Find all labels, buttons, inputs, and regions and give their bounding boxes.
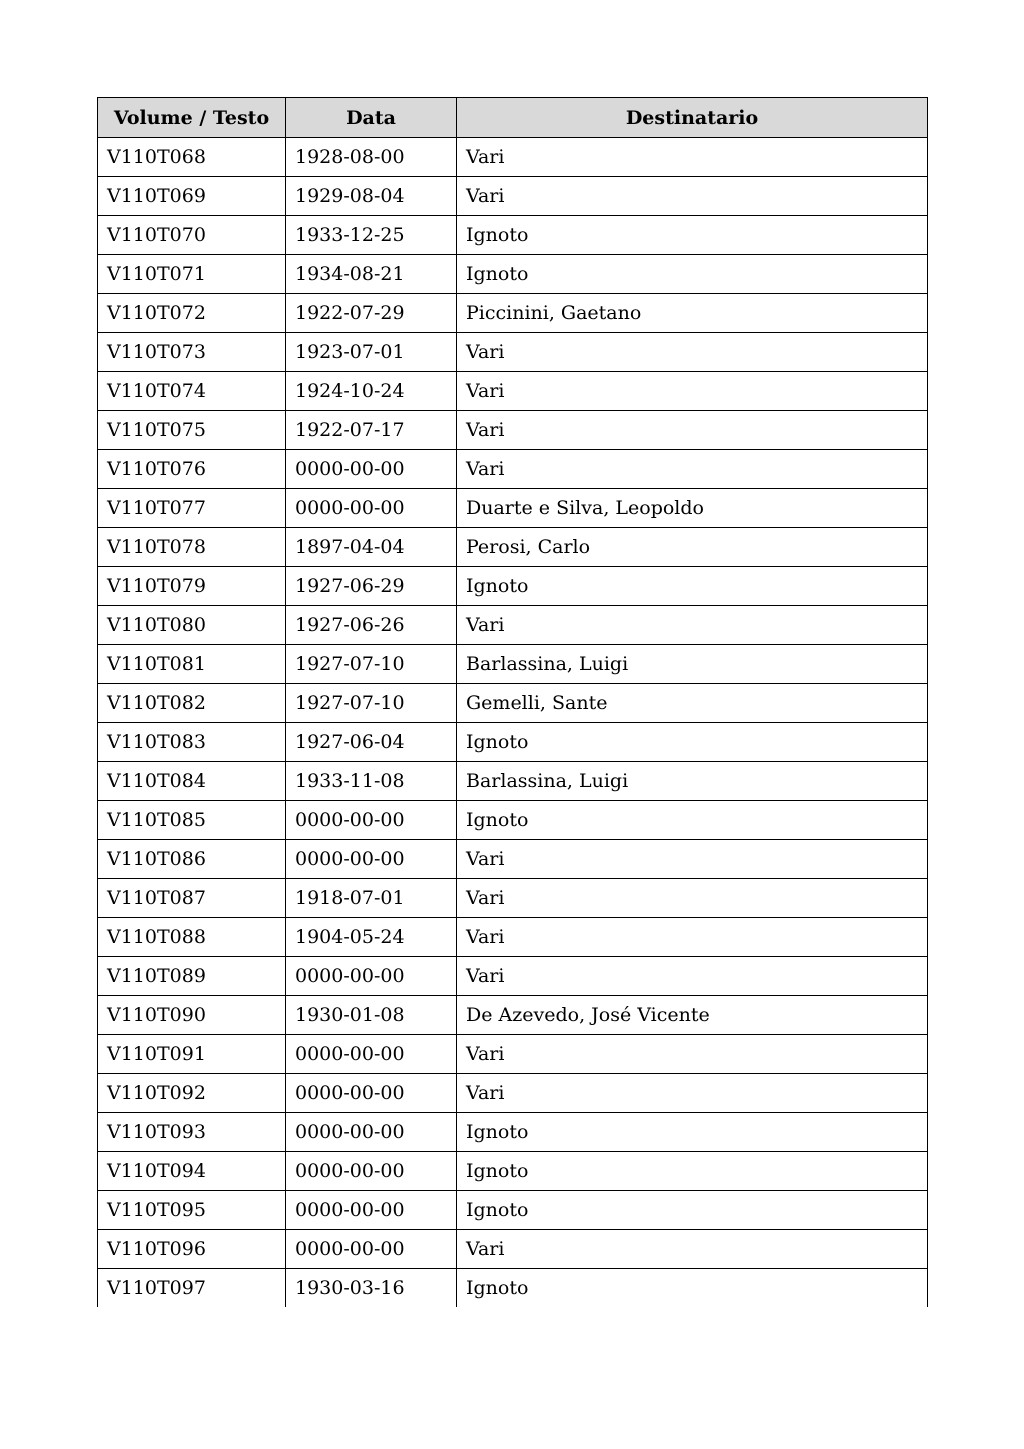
cell-data: 1930-01-08 — [286, 996, 457, 1035]
cell-destinatario: Barlassina, Luigi — [457, 762, 928, 801]
cell-destinatario: Gemelli, Sante — [457, 684, 928, 723]
table-row — [98, 372, 928, 411]
table-row — [98, 840, 928, 879]
table-row — [98, 177, 928, 216]
cell-volume-testo: V110T080 — [98, 606, 286, 645]
cell-volume-testo: V110T094 — [98, 1152, 286, 1191]
cell-destinatario: Vari — [457, 1035, 928, 1074]
cell-volume-testo: V110T072 — [98, 294, 286, 333]
table-row — [98, 762, 928, 801]
cell-data: 1927-07-10 — [286, 684, 457, 723]
cell-data: 0000-00-00 — [286, 1074, 457, 1113]
cell-destinatario: Vari — [457, 1230, 928, 1269]
header-data: Data — [286, 98, 457, 138]
table-row — [98, 450, 928, 489]
cell-volume-testo: V110T081 — [98, 645, 286, 684]
cell-data: 1904-05-24 — [286, 918, 457, 957]
cell-volume-testo: V110T083 — [98, 723, 286, 762]
cell-destinatario: Vari — [457, 177, 928, 216]
cell-destinatario: Vari — [457, 957, 928, 996]
cell-volume-testo: V110T073 — [98, 333, 286, 372]
cell-volume-testo: V110T090 — [98, 996, 286, 1035]
cell-data: 0000-00-00 — [286, 840, 457, 879]
cell-volume-testo: V110T086 — [98, 840, 286, 879]
table-row — [98, 684, 928, 723]
cell-destinatario: Ignoto — [457, 801, 928, 840]
cell-volume-testo: V110T075 — [98, 411, 286, 450]
cell-destinatario: Vari — [457, 450, 928, 489]
table-row — [98, 528, 928, 567]
cell-volume-testo: V110T078 — [98, 528, 286, 567]
table-row — [98, 489, 928, 528]
cell-volume-testo: V110T069 — [98, 177, 286, 216]
records-table — [97, 97, 928, 1307]
header-destinatario: Destinatario — [457, 98, 928, 138]
cell-data: 1927-07-10 — [286, 645, 457, 684]
table-row — [98, 138, 928, 177]
cell-destinatario: Vari — [457, 372, 928, 411]
cell-data: 1933-11-08 — [286, 762, 457, 801]
table-row — [98, 1191, 928, 1230]
table-row — [98, 1269, 928, 1308]
cell-data: 0000-00-00 — [286, 1113, 457, 1152]
table-row — [98, 1152, 928, 1191]
cell-volume-testo: V110T091 — [98, 1035, 286, 1074]
cell-volume-testo: V110T079 — [98, 567, 286, 606]
cell-data: 1934-08-21 — [286, 255, 457, 294]
cell-destinatario: Perosi, Carlo — [457, 528, 928, 567]
cell-data: 0000-00-00 — [286, 957, 457, 996]
cell-volume-testo: V110T071 — [98, 255, 286, 294]
cell-volume-testo: V110T093 — [98, 1113, 286, 1152]
cell-volume-testo: V110T096 — [98, 1230, 286, 1269]
cell-destinatario: Ignoto — [457, 1191, 928, 1230]
cell-data: 1922-07-29 — [286, 294, 457, 333]
cell-destinatario: Piccinini, Gaetano — [457, 294, 928, 333]
header-volume-testo: Volume / Testo — [98, 98, 286, 138]
table-row — [98, 333, 928, 372]
table-row — [98, 996, 928, 1035]
cell-data: 1927-06-29 — [286, 567, 457, 606]
cell-volume-testo: V110T088 — [98, 918, 286, 957]
table-row — [98, 216, 928, 255]
cell-volume-testo: V110T089 — [98, 957, 286, 996]
document-page — [97, 97, 927, 1307]
cell-data: 1928-08-00 — [286, 138, 457, 177]
table-row — [98, 1035, 928, 1074]
cell-data: 0000-00-00 — [286, 801, 457, 840]
table-row — [98, 879, 928, 918]
cell-data: 0000-00-00 — [286, 1191, 457, 1230]
cell-destinatario: Vari — [457, 138, 928, 177]
cell-data: 1922-07-17 — [286, 411, 457, 450]
cell-data: 1929-08-04 — [286, 177, 457, 216]
cell-volume-testo: V110T068 — [98, 138, 286, 177]
cell-destinatario: Vari — [457, 840, 928, 879]
cell-volume-testo: V110T074 — [98, 372, 286, 411]
cell-destinatario: Ignoto — [457, 1113, 928, 1152]
table-row — [98, 801, 928, 840]
cell-destinatario: Vari — [457, 411, 928, 450]
cell-data: 1930-03-16 — [286, 1269, 457, 1308]
cell-destinatario: Ignoto — [457, 216, 928, 255]
cell-destinatario: Vari — [457, 1074, 928, 1113]
table-row — [98, 1074, 928, 1113]
cell-destinatario: Ignoto — [457, 1269, 928, 1308]
table-row — [98, 1230, 928, 1269]
cell-volume-testo: V110T076 — [98, 450, 286, 489]
cell-data: 0000-00-00 — [286, 450, 457, 489]
cell-data: 0000-00-00 — [286, 1152, 457, 1191]
cell-destinatario: Ignoto — [457, 567, 928, 606]
table-row — [98, 411, 928, 450]
cell-destinatario: Vari — [457, 879, 928, 918]
cell-destinatario: Ignoto — [457, 1152, 928, 1191]
cell-data: 1897-04-04 — [286, 528, 457, 567]
cell-destinatario: Vari — [457, 333, 928, 372]
table-body — [98, 138, 928, 1308]
table-row — [98, 1113, 928, 1152]
cell-data: 0000-00-00 — [286, 1035, 457, 1074]
cell-destinatario: Vari — [457, 918, 928, 957]
cell-data: 1923-07-01 — [286, 333, 457, 372]
table-row — [98, 957, 928, 996]
cell-data: 1933-12-25 — [286, 216, 457, 255]
table-row — [98, 723, 928, 762]
cell-data: 1927-06-26 — [286, 606, 457, 645]
cell-destinatario: Duarte e Silva, Leopoldo — [457, 489, 928, 528]
cell-destinatario: Vari — [457, 606, 928, 645]
cell-destinatario: De Azevedo, José Vicente — [457, 996, 928, 1035]
cell-volume-testo: V110T095 — [98, 1191, 286, 1230]
table-row — [98, 645, 928, 684]
cell-volume-testo: V110T077 — [98, 489, 286, 528]
cell-data: 0000-00-00 — [286, 1230, 457, 1269]
cell-volume-testo: V110T070 — [98, 216, 286, 255]
cell-data: 0000-00-00 — [286, 489, 457, 528]
cell-destinatario: Barlassina, Luigi — [457, 645, 928, 684]
cell-volume-testo: V110T082 — [98, 684, 286, 723]
table-row — [98, 918, 928, 957]
cell-volume-testo: V110T087 — [98, 879, 286, 918]
cell-data: 1918-07-01 — [286, 879, 457, 918]
cell-data: 1924-10-24 — [286, 372, 457, 411]
cell-data: 1927-06-04 — [286, 723, 457, 762]
table-row — [98, 255, 928, 294]
cell-volume-testo: V110T084 — [98, 762, 286, 801]
table-row — [98, 567, 928, 606]
table-row — [98, 294, 928, 333]
table-row — [98, 606, 928, 645]
cell-destinatario: Ignoto — [457, 723, 928, 762]
cell-volume-testo: V110T085 — [98, 801, 286, 840]
cell-volume-testo: V110T092 — [98, 1074, 286, 1113]
header-row — [98, 98, 928, 138]
cell-volume-testo: V110T097 — [98, 1269, 286, 1308]
cell-destinatario: Ignoto — [457, 255, 928, 294]
